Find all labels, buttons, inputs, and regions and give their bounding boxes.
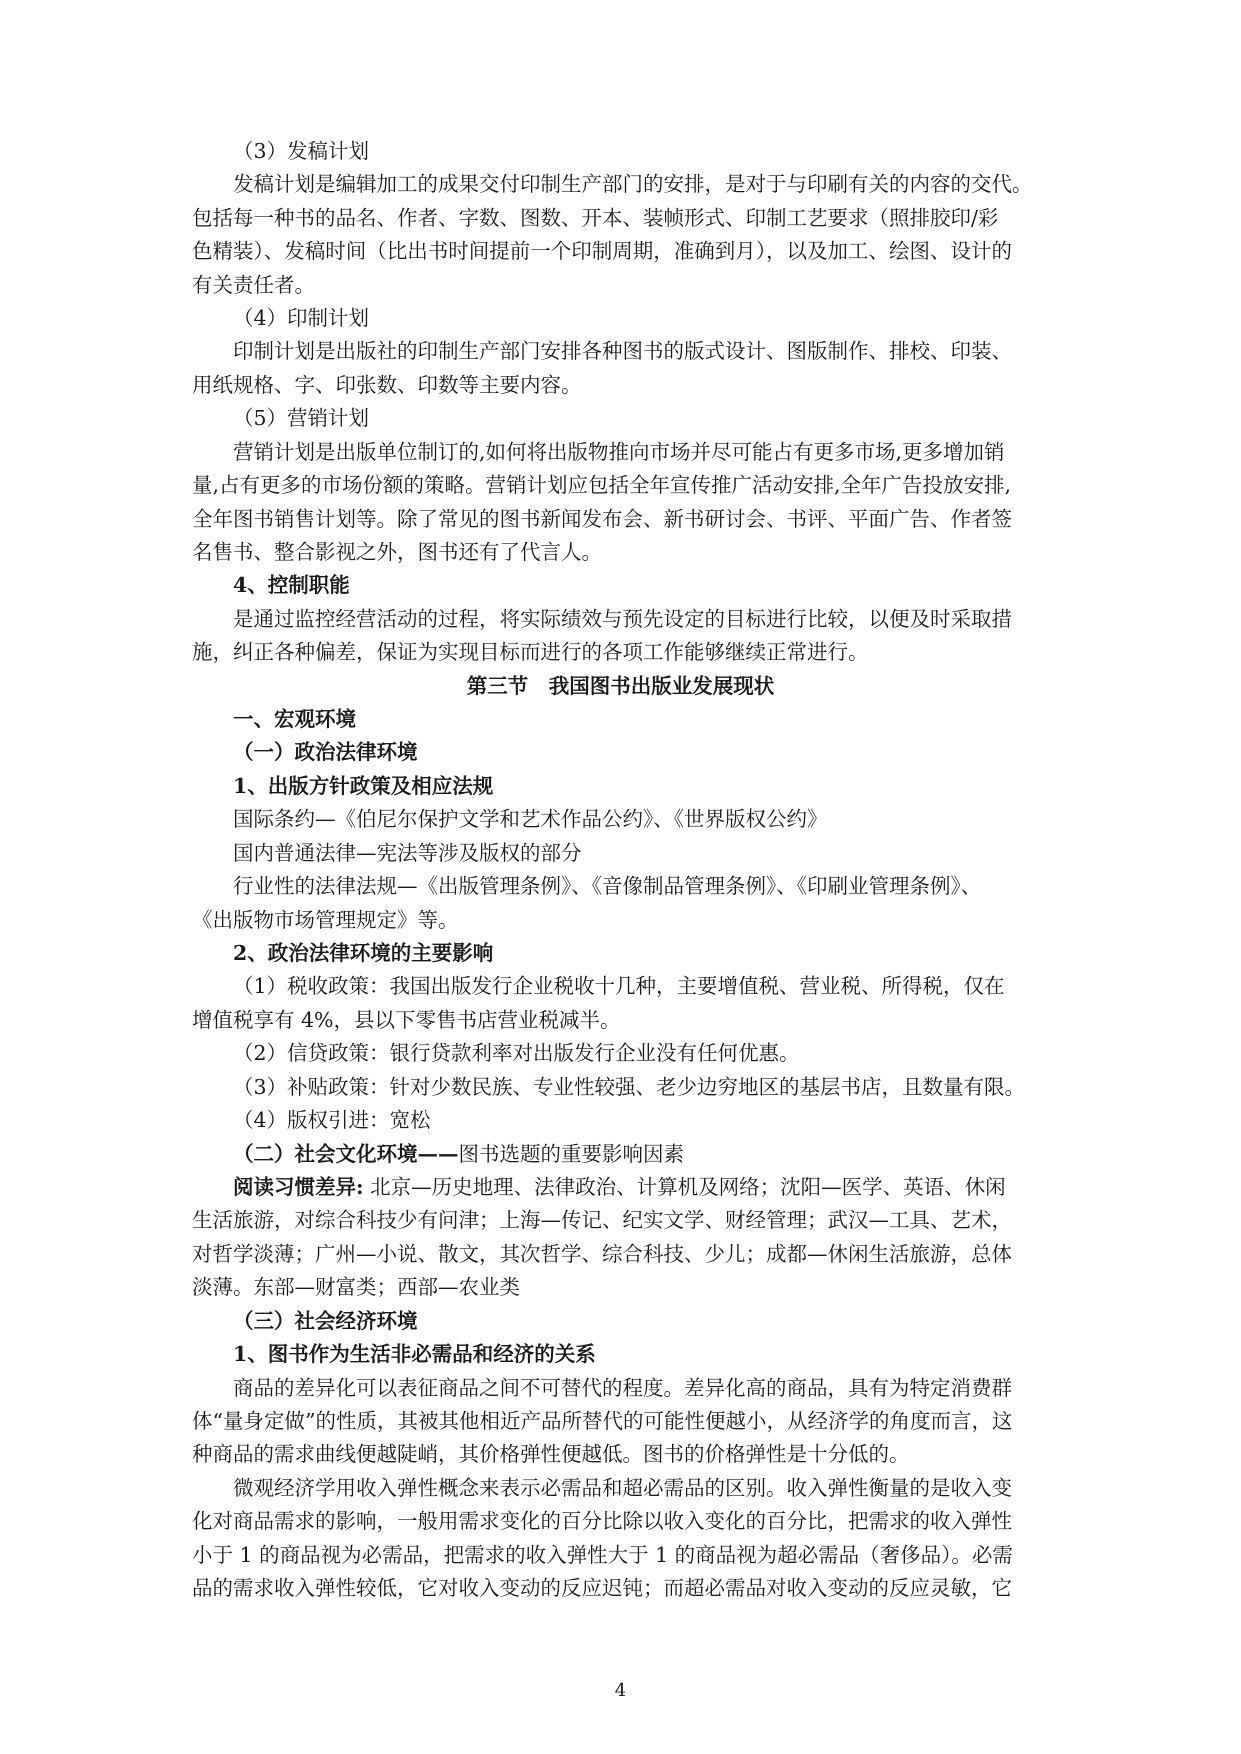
- paragraph-line: 施，纠正各种偏差，保证为实现目标而进行的各项工作能够继续正常进行。: [192, 640, 869, 664]
- heading-books-economy: 1、图书作为生活非必需品和经济的关系: [233, 1342, 596, 1366]
- paragraph-line: 行业性的法律法规—《出版管理条例》、《音像制品管理条例》、《印刷业管理条例》、: [233, 874, 982, 898]
- heading-macro-environment: 一、宏观环境: [233, 707, 356, 731]
- paragraph-line: 国际条约—《伯尼尔保护文学和艺术作品公约》、《世界版权公约》: [233, 807, 828, 831]
- paragraph-line: 微观经济学用收入弹性概念来表示必需品和超必需品的区别。收入弹性衡量的是收入变: [233, 1476, 1012, 1500]
- paragraph-line: 化对商品需求的影响，一般用需求变化的百分比除以收入变化的百分比，把需求的收入弹性: [192, 1509, 1012, 1533]
- heading-social-cultural-rest: 图书选题的重要影响因素: [458, 1142, 684, 1166]
- paragraph-line: 包括每一种书的品名、作者、字数、图数、开本、装帧形式、印制工艺要求（照排胶印/彩: [192, 206, 999, 230]
- heading-social-economic: （三）社会经济环境: [233, 1309, 418, 1333]
- page-number: 4: [614, 1680, 627, 1701]
- heading-social-cultural: [233, 1139, 684, 1169]
- paragraph-line: 发稿计划是编辑加工的成果交付印制生产部门的安排，是对于与印刷有关的内容的交代。: [233, 172, 1033, 196]
- paragraph-line: 印制计划是出版社的印制生产部门安排各种图书的版式设计、图版制作、排校、印装、: [233, 339, 1012, 363]
- paragraph-line: 是通过监控经营活动的过程，将实际绩效与预先设定的目标进行比较，以便及时采取措: [233, 607, 1012, 631]
- subheading-marketing-plan: （5）营销计划: [233, 406, 370, 430]
- paragraph-line: 生活旅游，对综合科技少有问津；上海—传记、纪实文学、财经管理；武汉—工具、艺术，: [192, 1208, 1012, 1232]
- paragraph-line: 用纸规格、字、印张数、印数等主要内容。: [192, 373, 582, 397]
- paragraph-line: 营销计划是出版单位制订的,如何将出版物推向市场并尽可能占有更多市场,更多增加销: [233, 440, 1005, 464]
- reading-habits-label: 阅读习惯差异:: [233, 1175, 364, 1199]
- paragraph-line: （3）补贴政策：针对少数民族、专业性较强、老少边穷地区的基层书店，且数量有限。: [233, 1075, 1026, 1099]
- reading-habits-line: [233, 1172, 1006, 1202]
- paragraph-line: 小于 1 的商品视为必需品，把需求的收入弹性大于 1 的商品视为超必需品（奢侈品）。必需: [192, 1543, 1013, 1567]
- paragraph-line: 国内普通法律—宪法等涉及版权的部分: [233, 841, 582, 865]
- paragraph-line: 全年图书销售计划等。除了常见的图书新闻发布会、新书研讨会、书评、平面广告、作者签: [192, 507, 1012, 531]
- paragraph-line: 量,占有更多的市场份额的策略。营销计划应包括全年宣传推广活动安排,全年广告投放安排,: [192, 473, 1012, 497]
- heading-political-legal: （一）政治法律环境: [233, 740, 418, 764]
- heading-main-influences: 2、政治法律环境的主要影响: [233, 941, 494, 965]
- paragraph-line: 淡薄。东部—财富类；西部—农业类: [192, 1275, 520, 1299]
- reading-habits-text: 北京—历史地理、法律政治、计算机及网络；沈阳—医学、英语、休闲: [363, 1175, 1006, 1199]
- subheading-print-plan: （4）印制计划: [233, 306, 370, 330]
- paragraph-line: 《出版物市场管理规定》等。: [192, 908, 459, 932]
- heading-policies-regulations: 1、出版方针政策及相应法规: [233, 774, 494, 798]
- heading-social-cultural-bold: （二）社会文化环境——: [233, 1142, 459, 1166]
- paragraph-line: 品的需求收入弹性较低，它对收入变动的反应迟钝；而超必需品对收入变动的反应灵敏，它: [192, 1576, 1012, 1600]
- heading-control-function: 4、控制职能: [233, 573, 350, 597]
- paragraph-line: 对哲学淡薄；广州—小说、散文，其次哲学、综合科技、少儿；成都—休闲生活旅游，总体: [192, 1242, 1012, 1266]
- paragraph-line: （2）信贷政策：银行贷款利率对出版发行企业没有任何优惠。: [233, 1041, 800, 1065]
- paragraph-line: （1）税收政策：我国出版发行企业税收十几种，主要增值税、营业税、所得税，仅在: [233, 974, 1005, 998]
- subheading-publishing-plan: （3）发稿计划: [233, 139, 370, 163]
- paragraph-line: 体“量身定做”的性质，其被其他相近产品所替代的可能性便越小，从经济学的角度而言，这: [192, 1409, 1013, 1433]
- paragraph-line: 增值税享有 4%，县以下零售书店营业税减半。: [192, 1008, 621, 1032]
- paragraph-line: 名售书、整合影视之外，图书还有了代言人。: [192, 540, 602, 564]
- paragraph-line: 种商品的需求曲线便越陡峭，其价格弹性便越低。图书的价格弹性是十分低的。: [192, 1442, 910, 1466]
- paragraph-line: 色精装）、发稿时间（比出书时间提前一个印制周期，准确到月），以及加工、绘图、设计的: [192, 239, 1012, 263]
- paragraph-line: 有关责任者。: [192, 273, 315, 297]
- section-title: 第三节 我国图书出版业发展现状: [466, 674, 775, 698]
- paragraph-line: 商品的差异化可以表征商品之间不可替代的程度。差异化高的商品，具有为特定消费群: [233, 1376, 1012, 1400]
- paragraph-line: （4）版权引进：宽松: [233, 1108, 431, 1132]
